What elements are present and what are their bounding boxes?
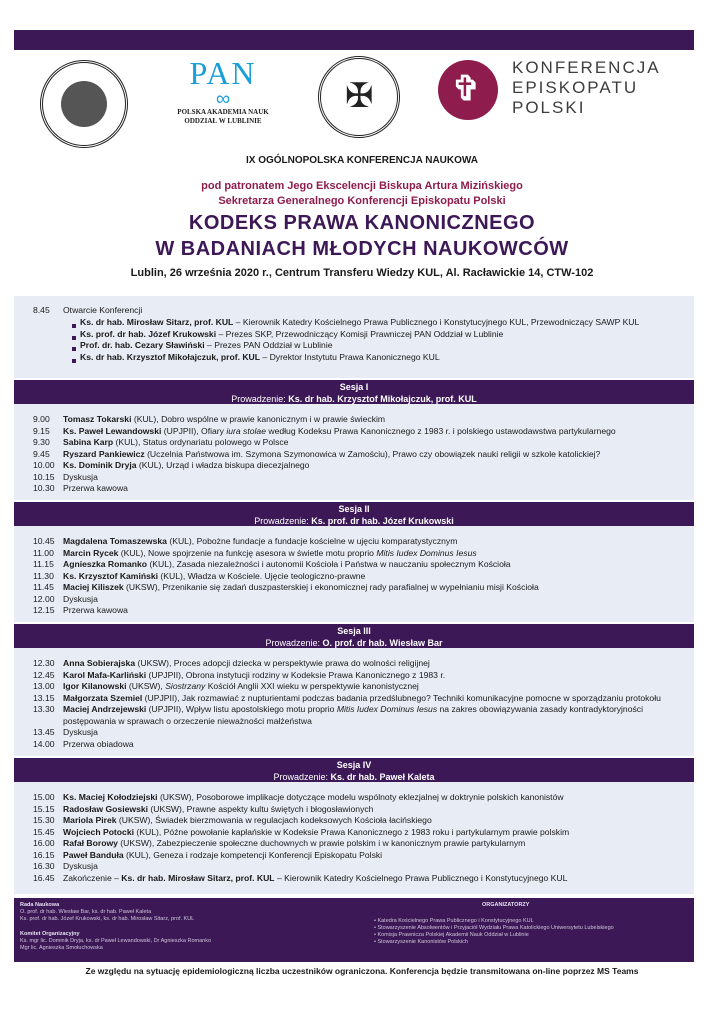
program-row: [33, 727, 98, 739]
lead-label: Prowadzenie:: [254, 516, 312, 526]
speaker-name: Małgorzata Szemiel: [63, 692, 143, 703]
speaker-name: Igor Kilanowski: [63, 681, 127, 691]
session-title: Sesja III: [337, 626, 371, 636]
footnote: Ze względu na sytuację epidemiologiczną liczba uczestników ograniczona. Konferencja będzie transmitowana on-line poprzez MS Teams: [85, 966, 639, 976]
program-row: [33, 414, 385, 426]
program-row: [33, 850, 382, 862]
speaker-name: Rafał Borowy: [63, 838, 118, 848]
row-time: 9.15: [33, 425, 50, 436]
lead-name: O. prof. dr hab. Wiesław Bar: [322, 638, 443, 648]
row-italic: iura stolae: [226, 425, 266, 436]
row-text: – Kierownik Katedry Kościelnego Prawa Publicznego i Konstytucyjnego KUL: [274, 872, 568, 883]
row-time: 9.30: [33, 437, 50, 447]
session-header: [14, 758, 694, 782]
row-time: 9.00: [33, 414, 50, 424]
program-row: [63, 716, 312, 728]
row-text: (KUL), Pobożne fundacje a fundacje kościelne w ujęciu komparatystycznym: [166, 536, 458, 546]
program-row: [33, 426, 616, 438]
speaker-name: Ks. Krzysztof Kamiński: [63, 570, 159, 581]
row-text: na zakres obowiązywania zasady kontradyktoryjności: [437, 704, 643, 714]
kep-logo: ✞: [438, 60, 498, 120]
row-text: (UKSW), Prawne aspekty kultu świętych i błogosławionych: [148, 803, 374, 814]
row-time: 11.00: [33, 547, 54, 558]
program-row: [33, 681, 419, 693]
speaker-name: Radosław Gosiewski: [63, 803, 149, 814]
row-text: (Uczelnia Państwowa im. Szymona Szymonowica w Zamościu), Prawo czy obowiązek nauki religii w szkole katolickiej?: [144, 448, 601, 459]
row-text: Przerwa kawowa: [63, 605, 128, 615]
opening-row: 8.45 Otwarcie Konferencji: [33, 305, 143, 315]
lead-name: Ks. dr hab. Paweł Kaleta: [330, 772, 435, 782]
row-time: 12.45: [33, 669, 55, 680]
organizers-heading: ORGANIZATORZY: [482, 902, 530, 908]
kep-logo-text: KONFERENCJA EPISKOPATU POLSKI: [512, 58, 661, 117]
opening-speaker: [72, 352, 440, 364]
row-time: 11.15: [33, 559, 54, 569]
session-header: [14, 502, 694, 526]
row-time: 10.00: [33, 460, 55, 470]
opening-speaker: [72, 340, 333, 352]
row-text: (KUL), Władza w Kościele. Ujęcie teologiczno-prawne: [158, 570, 366, 581]
opening-speaker: [72, 317, 639, 329]
program-row: [33, 483, 128, 495]
top-bar: [14, 30, 694, 50]
row-time: 11.30: [33, 570, 54, 581]
speaker-role: – Prezes PAN Oddział w Lublinie: [204, 340, 333, 350]
bullet-icon: [72, 321, 80, 325]
speaker-role: – Kierownik Katedry Kościelnego Prawa Publicznego i Konstytucyjnego KUL, Przewodniczący SAWP KUL: [233, 317, 640, 327]
row-text: (UKSW), Przenikanie się zadań duszpasterskiej i ekonomicznej rady parafialnej w wypełnianiu misji Kościoła: [123, 582, 539, 592]
row-time: 12.15: [33, 605, 55, 615]
speaker-name: Sabina Karp: [63, 437, 114, 447]
patronage-line-2: Sekretarza Generalnego Konferencji Episkopatu Polski: [218, 195, 506, 207]
program-row: [33, 873, 567, 885]
program-row: [33, 792, 564, 804]
speaker-name: Maciej Andrzejewski: [63, 704, 147, 714]
row-text: (UPJPII), Obrona instytucji rodziny w Kodeksie Prawa Kanonicznego z 1983 r.: [146, 669, 446, 680]
program-row: [33, 670, 445, 682]
row-time: 16.45: [33, 872, 55, 883]
row-time: 12.00: [33, 593, 55, 604]
speaker-name: Anna Sobierajska: [63, 658, 136, 668]
row-text: Przerwa obiadowa: [63, 738, 134, 749]
speaker-name: Ks. Maciej Kołodziejski: [63, 792, 158, 802]
session-header: [14, 380, 694, 404]
speaker-name: Paweł Banduła: [63, 849, 124, 860]
row-time: 15.00: [33, 792, 55, 802]
organizer-item: • Komisja Prawnicza Polskiej Akademii Nauk Oddział w Lublinie: [374, 932, 529, 938]
row-time: 10.15: [33, 471, 55, 482]
program-row: [33, 658, 430, 670]
row-text: (UKSW), Zabezpieczenie społeczne duchownych w prawie polskim i w kanonicznym prawie partykularnym: [117, 838, 526, 848]
row-time: 10.30: [33, 483, 55, 493]
speaker-name: Ks. dr hab. Mirosław Sitarz, prof. KUL: [80, 317, 234, 327]
row-time: 11.45: [33, 582, 54, 592]
row-text: według Kodeksu Prawa Kanonicznego z 1983 r. i polskiego ustawodawstwa partykularnego: [265, 425, 616, 436]
lead-name: Ks. dr hab. Krzysztof Mikołajczuk, prof. KUL: [288, 394, 477, 404]
speaker-name: Ks. Paweł Lewandowski: [63, 425, 162, 436]
opening-speaker: [72, 329, 503, 341]
row-time: 13.00: [33, 681, 55, 691]
speaker-name: Karol Mafa-Karliński: [63, 669, 147, 680]
speaker-name: Ks. prof. dr hab. Józef Krukowski: [80, 328, 217, 339]
title-line-2: W BADANIACH MŁODYCH NAUKOWCÓW: [155, 238, 569, 260]
speaker-name: Maciej Kiliszek: [63, 582, 124, 592]
speaker-name: Magdalena Tomaszewska: [63, 536, 167, 546]
row-text: Przerwa kawowa: [63, 483, 128, 493]
program-row: [33, 594, 98, 606]
program-row: [33, 605, 128, 617]
speaker-name: Ryszard Pankiewicz: [63, 448, 145, 459]
program-row: [33, 437, 288, 449]
speaker-role: – Dyrektor Instytutu Prawa Kanonicznego KUL: [260, 351, 440, 362]
row-time: 13.15: [33, 692, 55, 703]
bullet-icon: [72, 344, 80, 348]
row-text: (UKSW), Proces adopcji dziecka w perspektywie prawa do wolności religijnej: [135, 658, 430, 668]
speaker-name: Tomasz Tokarski: [63, 414, 132, 424]
venue-line: Lublin, 26 września 2020 r., Centrum Transferu Wiedzy KUL, Al. Racławickie 14, CTW-102: [130, 267, 594, 279]
session-header: [14, 624, 694, 648]
program-row: [33, 571, 365, 583]
society-seal-logo: [40, 60, 128, 148]
speaker-role: – Prezes SKP, Przewodniczący Komisji Prawniczej PAN Oddział w Lublinie: [216, 328, 504, 339]
lead-label: Prowadzenie:: [265, 638, 323, 648]
row-time: 16.00: [33, 838, 55, 848]
row-time: 15.15: [33, 803, 55, 814]
row-time: 16.30: [33, 861, 55, 871]
organizers-list: [374, 918, 688, 946]
row-italic: Siostrzany: [165, 681, 206, 691]
program-row: [33, 815, 432, 827]
row-time: 16.15: [33, 849, 55, 860]
row-text: Kościół Anglii XXI wieku w perspektywie kanonistycznej: [205, 681, 419, 691]
session-title: Sesja IV: [336, 760, 372, 770]
row-time: 9.45: [33, 448, 50, 459]
row-italic: Mitis Iudex Dominus Iesus: [376, 547, 477, 558]
organizer-item: • Stowarzyszenie Absolwentów i Przyjaciół Wydziału Prawa Katolickiego Uniwersytetu Lubelskiego: [374, 925, 614, 931]
organizer-item: • Katedra Kościelnego Prawa Publicznego i Konstytucyjnego KUL: [374, 918, 534, 924]
program-row: [33, 739, 134, 751]
program-row: [33, 559, 511, 571]
logo-row: [0, 52, 724, 142]
bullet-icon: [72, 332, 80, 336]
row-time: 15.45: [33, 826, 55, 837]
row-text: (KUL), Późne powołanie kapłańskie w Kodeksie Prawa Kanonicznego z 1983 roku i partykularnym prawie polskim: [134, 826, 570, 837]
row-time: 14.00: [33, 738, 55, 749]
row-text: (UPJPII), Ofiary: [161, 425, 227, 436]
program-row: [33, 548, 477, 560]
row-text: Zakończenie –: [63, 872, 122, 883]
conference-label: IX OGÓLNOPOLSKA KONFERENCJA NAUKOWA: [245, 155, 479, 166]
row-text: (KUL), Geneza i rodzaje kompetencji Konferencji Episkopatu Polski: [123, 849, 383, 860]
speaker-name: Prof. dr. hab. Cezary Sławiński: [80, 340, 205, 350]
lead-name: Ks. prof. dr hab. Józef Krukowski: [311, 516, 454, 526]
pan-logo: PAN ∞ POLSKA AKADEMIA NAUK ODDZIAŁ W LUBLINIE: [177, 55, 269, 125]
program-row: [33, 693, 661, 705]
program-row: [33, 472, 98, 484]
program-row: [33, 861, 98, 873]
lead-label: Prowadzenie:: [231, 394, 289, 404]
program-row: [33, 460, 309, 472]
speaker-name: Ks. dr hab. Krzysztof Mikołajczuk, prof. KUL: [80, 351, 261, 362]
program-row: [33, 838, 525, 850]
lead-label: Prowadzenie:: [273, 772, 331, 782]
row-text: (UKSW),: [126, 681, 166, 691]
row-text: (UPJPII), Jak rozmawiać z nupturientami podczas badania przedślubnego? Techniki komunikacyjne pomocne w sporządzaniu protokołu: [142, 692, 661, 703]
row-text: Dyskusja: [63, 727, 98, 737]
speaker-name: Ks. Dominik Dryja: [63, 460, 137, 470]
row-time: 10.45: [33, 536, 55, 546]
session-title: Sesja I: [339, 382, 369, 392]
patronage-line-1: pod patronatem Jego Ekscelencji Biskupa Artura Mizińskiego: [201, 180, 523, 192]
row-text: (KUL), Nowe spojrzenie na funkcję asesora w świetle motu proprio: [118, 547, 377, 558]
row-time: 13.45: [33, 727, 55, 737]
program-row: [33, 536, 457, 548]
row-time: 12.30: [33, 658, 55, 668]
row-text: (KUL), Dobro wspólne w prawie kanonicznym i w prawie świeckim: [131, 414, 386, 424]
row-text: Dyskusja: [63, 471, 98, 482]
session-title: Sesja II: [338, 504, 370, 514]
footer-panel: Rada Naukowa O. prof. dr hab. Wiesław Bar, ks. dr hab. Paweł Kaleta Ks. prof. dr hab. Józef Krukowski, ks. dr hab. Mirosław Sitarz, prof. KUL Komitet Organizacyjny Ks. mgr lic. Dominik Dryja, ks. dr Paweł Lewandowski, Dr Agnieszka Romanko Mgr lic. Agnieszka Smołuchowska ORGANIZATORZY • Katedra Kościelnego Prawa Publicznego i Konstytucyjnego KUL • Stowarzyszenie Absolwentów i Przyjaciół Wydziału Prawa Katolickiego Uniwersytetu Lubelskiego • Komisja Prawnicza Polskiej Akademii Nauk Oddział w Lublinie • Stowarzyszenie Kanonistów Polskich: [14, 898, 694, 962]
canonists-society-seal-logo: ✠: [318, 56, 400, 138]
program-row: [33, 449, 600, 461]
row-text: (KUL), Zasada niezależności i autonomii Kościoła i Państwa w nauczaniu społecznym Kościoła: [147, 559, 511, 569]
row-text: (UKSW), Posoborowe implikacje dotyczące modelu wspólnoty eklezjalnej w doktrynie polskich kanonistów: [157, 792, 564, 802]
program-row: [33, 804, 373, 816]
organizer-item: • Stowarzyszenie Kanonistów Polskich: [374, 939, 468, 945]
row-text: postępowania w sprawach o orzeczenie nieważności małżeństwa: [63, 715, 312, 726]
row-time: 13.30: [33, 704, 55, 714]
row-italic: Mitis Iudex Dominus Iesus: [336, 704, 438, 714]
program-row: [33, 704, 643, 716]
row-text: (UPJPII), Wpływ listu apostolskiego motu proprio: [146, 704, 337, 714]
speaker-name: Agnieszka Romanko: [63, 559, 148, 569]
program-row: [33, 827, 569, 839]
bullet-icon: [72, 355, 80, 359]
speaker-name: Ks. dr hab. Mirosław Sitarz, prof. KUL: [121, 872, 275, 883]
row-text: Dyskusja: [63, 861, 98, 871]
speaker-name: Wojciech Potocki: [63, 826, 134, 837]
program-row: [33, 582, 539, 594]
row-time: 15.30: [33, 815, 55, 825]
speaker-name: Mariola Pirek: [63, 815, 117, 825]
row-text: (UKSW), Świadek bierzmowania w regulacjach kodeksowych Kościoła łacińskiego: [116, 815, 432, 825]
row-text: (KUL), Status ordynariatu polowego w Polsce: [113, 437, 289, 447]
speaker-name: Marcin Rycek: [63, 547, 119, 558]
title-line-1: KODEKS PRAWA KANONICZNEGO: [188, 212, 536, 234]
row-text: Dyskusja: [63, 593, 98, 604]
row-text: (KUL), Urząd i władza biskupa diecezjalnego: [136, 460, 310, 470]
